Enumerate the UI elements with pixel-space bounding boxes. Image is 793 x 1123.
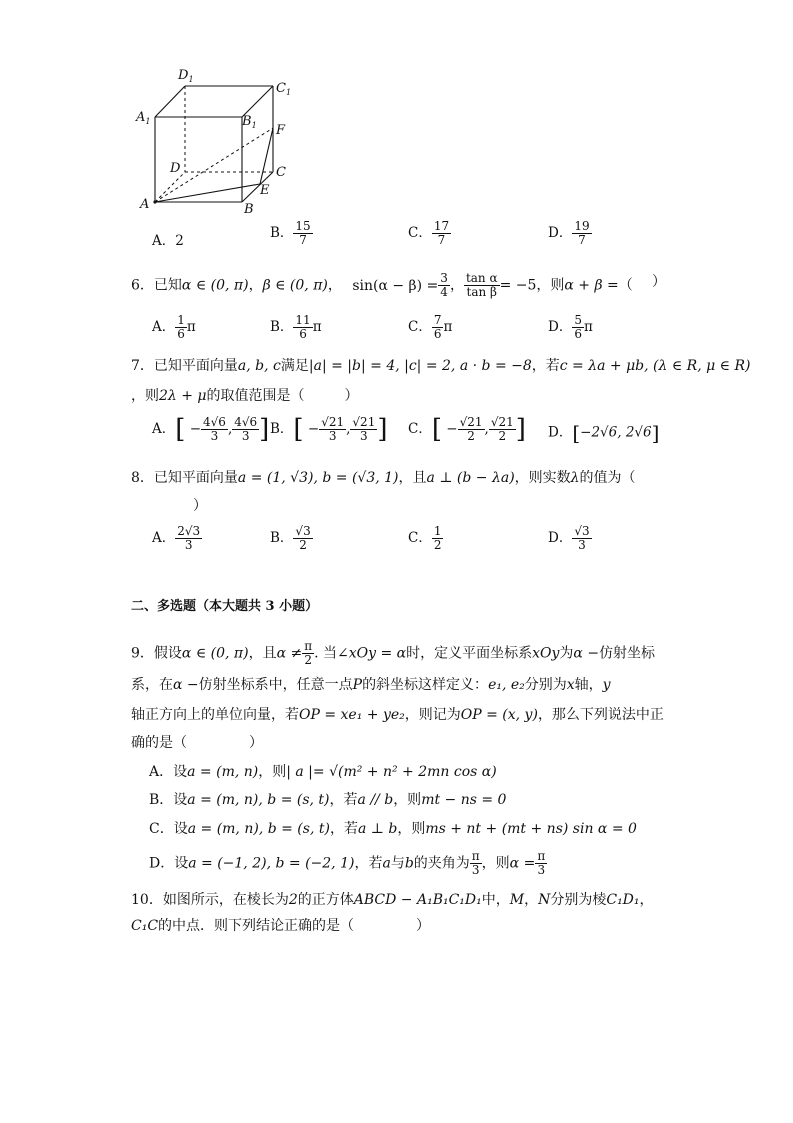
q7-option-c: C．[ − $\frac{√21}{2}$ , $\frac{√21}{2}$ ] bbox=[408, 414, 526, 445]
option-text: A．设 bbox=[149, 764, 188, 780]
fraction bbox=[458, 416, 485, 443]
q10-text: 的正方体 bbox=[297, 892, 354, 908]
label-d: D bbox=[170, 161, 181, 176]
label-a: A bbox=[140, 197, 150, 212]
q5-option-b bbox=[270, 220, 313, 247]
fraction bbox=[293, 220, 312, 247]
q10-text: 分别为棱 bbox=[550, 892, 607, 908]
fraction bbox=[201, 416, 228, 443]
edge-a1-d1 bbox=[155, 86, 185, 117]
q10-text: ， bbox=[524, 892, 539, 908]
option-letter: B． bbox=[270, 530, 294, 546]
numerator: 15 bbox=[295, 219, 311, 233]
q10-math: C₁D₁ bbox=[606, 892, 640, 908]
option-text: ，若 bbox=[329, 792, 358, 808]
q9-line1 bbox=[131, 640, 655, 667]
option-letter: C． bbox=[408, 530, 432, 546]
numerator: π bbox=[471, 849, 480, 863]
q10-math: C₁C bbox=[131, 918, 159, 934]
q7-math: a, b, c bbox=[237, 358, 281, 374]
q9-math: ∠xOy = α bbox=[337, 645, 407, 662]
q10-math: N bbox=[538, 892, 551, 908]
denominator: 3 bbox=[360, 429, 368, 443]
option-text: 与 bbox=[390, 855, 405, 872]
q9-math: α ∈ (0, π) bbox=[181, 645, 249, 662]
bracket-left: [ bbox=[572, 421, 581, 445]
q9-math: α ≠ bbox=[276, 645, 303, 662]
bracket-left: [ bbox=[175, 414, 186, 445]
option-math: | a |= √(m² + n² + 2mn cos α) bbox=[286, 764, 497, 780]
q7-stem-line1 bbox=[131, 356, 750, 376]
option-text: ，则 bbox=[393, 792, 422, 808]
q7-stem-line2 bbox=[131, 386, 359, 406]
denominator: 2 bbox=[498, 429, 507, 443]
q9-text: 的斜坐标这样定义： bbox=[362, 677, 489, 693]
option-math: b bbox=[404, 855, 414, 872]
option-letter: B． bbox=[270, 421, 294, 437]
option-math: a = (m, n) bbox=[187, 764, 259, 780]
denominator: 6 bbox=[433, 327, 442, 341]
option-letter: B． bbox=[270, 319, 294, 335]
option-math: α = bbox=[509, 855, 536, 872]
fraction bbox=[432, 525, 444, 552]
fraction bbox=[572, 220, 591, 247]
numerator: 4√6 bbox=[203, 415, 226, 429]
q9-text: ，且 bbox=[248, 645, 277, 662]
option-tail: π bbox=[186, 319, 196, 335]
option-text: 的夹角为 bbox=[413, 855, 470, 872]
fraction bbox=[319, 416, 346, 443]
option-text: ，则 bbox=[481, 855, 510, 872]
label-b: B bbox=[244, 202, 254, 217]
q6-text: ， bbox=[449, 277, 464, 294]
q5-option-d bbox=[548, 220, 592, 247]
section-heading: 二、多选题（本大题共 3 小题） bbox=[131, 599, 319, 614]
fraction bbox=[232, 416, 259, 443]
q9-text: 仿射坐标系中，任意一点 bbox=[198, 677, 353, 693]
q9-math: α − bbox=[573, 645, 600, 662]
option-math: a // b bbox=[357, 792, 394, 808]
numerator: √21 bbox=[490, 415, 514, 429]
q9-option-d bbox=[149, 850, 547, 877]
numerator: 19 bbox=[574, 219, 590, 233]
q7-text: 7．已知平面向量 bbox=[131, 358, 238, 374]
q10-text: 的中点．则下列结论正确的是（ bbox=[158, 918, 355, 934]
fraction bbox=[489, 416, 516, 443]
q6-text: ， bbox=[327, 277, 342, 294]
fraction bbox=[302, 640, 314, 667]
fraction bbox=[572, 525, 591, 552]
option-letter: D． bbox=[548, 319, 573, 335]
option-letter: D． bbox=[548, 530, 573, 546]
denominator: 3 bbox=[578, 538, 586, 552]
segment-e-f bbox=[260, 128, 273, 184]
numerator: 4√6 bbox=[234, 415, 258, 429]
q10-math: ABCD − A₁B₁C₁D₁ bbox=[353, 892, 482, 908]
numerator: 2√3 bbox=[177, 524, 201, 538]
option-text: ，则 bbox=[397, 821, 426, 837]
q9-math: OP = xe₁ + ye₂ bbox=[299, 707, 405, 723]
q8-text: 的值为（ bbox=[579, 470, 636, 486]
cube-figure bbox=[130, 62, 300, 222]
q10-line2 bbox=[131, 916, 430, 936]
q10-line1 bbox=[131, 890, 654, 910]
fraction bbox=[432, 314, 444, 341]
q7-paren-close: ） bbox=[344, 388, 359, 404]
q9-text: 9．假设 bbox=[131, 645, 182, 662]
q9-line2 bbox=[131, 675, 611, 695]
option-math: ms + nt + (mt + ns) sin α = 0 bbox=[425, 821, 637, 837]
q9-option-a bbox=[149, 762, 497, 782]
denominator: 3 bbox=[328, 429, 337, 443]
q9-text: . 当 bbox=[314, 645, 338, 662]
denominator: 3 bbox=[537, 863, 546, 877]
numerator: tan α bbox=[465, 271, 498, 285]
q9-text: 轴正方向上的单位向量，若 bbox=[131, 707, 299, 723]
q8-paren-close: ） bbox=[193, 498, 207, 514]
denominator: 3 bbox=[184, 538, 193, 552]
fraction bbox=[175, 314, 187, 341]
q7-text: ，若 bbox=[531, 358, 560, 374]
denominator: 6 bbox=[574, 327, 582, 341]
bracket-right: ] bbox=[377, 414, 388, 445]
q9-math: α − bbox=[173, 677, 199, 693]
q8-option-d bbox=[548, 525, 592, 552]
q10-text: 中， bbox=[481, 892, 510, 908]
option-tail: π bbox=[583, 319, 593, 335]
q9-math: x bbox=[566, 677, 575, 693]
q7-option-a: A．[ − $\frac{4√6}{3}$ , $\frac{4√6}{3}$ ] bbox=[152, 414, 270, 445]
denominator: 4 bbox=[440, 285, 448, 299]
label-c1: $C_1$ bbox=[276, 81, 292, 97]
q7-option-d bbox=[548, 420, 659, 446]
edge-b1-c1 bbox=[242, 86, 273, 117]
q6-option-d bbox=[548, 314, 593, 341]
q9-text: 确的是（ bbox=[131, 735, 187, 751]
denominator: tan β bbox=[466, 285, 497, 299]
option-tail: π bbox=[443, 319, 453, 335]
q7-text: ，则 bbox=[131, 388, 159, 404]
option-math: a = (−1, 2), b = (−2, 1) bbox=[188, 855, 355, 872]
numerator: π bbox=[537, 849, 546, 863]
q10-paren-close: ） bbox=[416, 918, 431, 934]
option-math: a = (m, n), b = (s, t) bbox=[187, 792, 330, 808]
q8-option-b bbox=[270, 525, 313, 552]
q8-option-c bbox=[408, 525, 443, 552]
q8-text: ，且 bbox=[398, 470, 427, 486]
numerator: √21 bbox=[459, 415, 483, 429]
option-letter: D． bbox=[548, 225, 573, 241]
q9-math: OP = (x, y) bbox=[460, 707, 538, 723]
option-letter: C． bbox=[408, 421, 432, 437]
label-b1: $B_1$ bbox=[242, 114, 257, 130]
q9-text: 仿射坐标 bbox=[599, 645, 656, 662]
numerator: 11 bbox=[295, 313, 311, 327]
q9-text: 轴， bbox=[574, 677, 603, 693]
fraction bbox=[470, 850, 482, 877]
q10-text: 10．如图所示，在棱长为 bbox=[131, 892, 289, 908]
q8-math: a = (1, √3), b = (√3, 1) bbox=[237, 470, 399, 486]
numerator: 1 bbox=[177, 313, 185, 327]
numerator: 17 bbox=[433, 219, 450, 233]
q10-text: ， bbox=[639, 892, 654, 908]
label-d1: $D_1$ bbox=[178, 68, 194, 84]
q8-stem-line1 bbox=[131, 468, 636, 488]
fraction bbox=[438, 272, 450, 299]
option-text: ，则 bbox=[258, 764, 287, 780]
q6-paren-open: （ bbox=[618, 277, 633, 294]
option-letter: C． bbox=[408, 319, 432, 335]
q9-paren-close: ） bbox=[249, 735, 263, 751]
option-letter: A． bbox=[152, 530, 176, 546]
q8-math: a ⊥ (b − λa) bbox=[426, 470, 515, 486]
label-c: C bbox=[276, 165, 286, 180]
numerator: 7 bbox=[433, 313, 442, 327]
numerator: √21 bbox=[321, 415, 345, 429]
denominator: 2 bbox=[467, 429, 475, 443]
bracket-right: ] bbox=[259, 414, 270, 445]
q9-option-c bbox=[149, 819, 637, 839]
q5-option-a bbox=[152, 229, 184, 249]
q9-text: ，那么下列说法中正 bbox=[537, 707, 664, 723]
q8-option-a bbox=[152, 525, 202, 552]
q9-text: 分别为 bbox=[524, 677, 567, 693]
q10-math: M bbox=[509, 892, 525, 908]
q8-text: ，则实数 bbox=[514, 470, 571, 486]
denominator: 7 bbox=[299, 233, 307, 247]
q6-stem bbox=[131, 272, 633, 299]
fraction bbox=[175, 525, 202, 552]
denominator: 6 bbox=[177, 327, 185, 341]
denominator: 3 bbox=[241, 429, 250, 443]
option-math: a = (m, n), b = (s, t) bbox=[187, 821, 330, 837]
denominator: 2 bbox=[433, 538, 442, 552]
option-math: mt − ns = 0 bbox=[421, 792, 507, 808]
q6-text: 6．已知 bbox=[131, 277, 182, 294]
label-a1: $A_1$ bbox=[136, 110, 151, 126]
q6-paren-close: ） bbox=[652, 274, 666, 290]
option-letter: D． bbox=[548, 424, 573, 441]
numerator: π bbox=[304, 639, 313, 653]
point-a-dot bbox=[153, 200, 156, 203]
q6-math: α + β = bbox=[564, 277, 619, 294]
numerator: 5 bbox=[574, 313, 582, 327]
q7-option-b: B．[ − $\frac{√21}{3}$ , $\frac{√21}{3}$ ] bbox=[270, 414, 388, 445]
q8-text: 8．已知平面向量 bbox=[131, 470, 238, 486]
denominator: 2 bbox=[299, 538, 307, 552]
option-text: C．设 bbox=[149, 821, 188, 837]
denominator: 2 bbox=[304, 653, 312, 667]
fraction bbox=[572, 314, 584, 341]
option-value: −2√6, 2√6 bbox=[580, 424, 652, 441]
fraction bbox=[464, 272, 500, 299]
fraction bbox=[350, 416, 377, 443]
q5-option-c bbox=[408, 220, 451, 247]
option-text: D．设 bbox=[149, 855, 189, 872]
q10-math: 2 bbox=[288, 892, 298, 908]
fraction bbox=[293, 314, 312, 341]
q6-option-a bbox=[152, 314, 196, 341]
denominator: 3 bbox=[210, 429, 219, 443]
q9-math: xOy bbox=[532, 645, 560, 662]
q7-text: 的取值范围是（ bbox=[206, 388, 305, 404]
q7-math: |a| = |b| = 4, |c| = 2, a · b = −8 bbox=[308, 358, 532, 374]
numerator: 3 bbox=[440, 271, 448, 285]
q6-text: ， bbox=[248, 277, 263, 294]
option-text: B．设 bbox=[149, 792, 188, 808]
option-letter: A． bbox=[152, 233, 176, 249]
q6-option-b bbox=[270, 314, 322, 341]
option-letter: C． bbox=[408, 225, 432, 241]
denominator: 7 bbox=[437, 233, 446, 247]
q7-math: c = λa + μb, (λ ∈ R, μ ∈ R) bbox=[559, 358, 751, 374]
option-letter: B． bbox=[270, 225, 294, 241]
bracket-left: [ bbox=[293, 414, 304, 445]
q6-text: ，则 bbox=[536, 277, 565, 294]
fraction bbox=[293, 525, 312, 552]
numerator: √21 bbox=[352, 415, 376, 429]
label-f: F bbox=[276, 123, 286, 138]
q6-option-c bbox=[408, 314, 452, 341]
numerator: √3 bbox=[574, 524, 590, 538]
fraction bbox=[535, 850, 547, 877]
option-text: ，若 bbox=[354, 855, 383, 872]
bracket-right: ] bbox=[515, 414, 526, 445]
option-math: a ⊥ b bbox=[357, 821, 398, 837]
q9-line4 bbox=[131, 733, 263, 753]
bracket-left: [ bbox=[431, 414, 442, 445]
numerator: √3 bbox=[295, 524, 311, 538]
q7-math: 2λ + μ bbox=[159, 388, 207, 404]
q7-text: 满足 bbox=[280, 358, 309, 374]
q9-option-b bbox=[149, 790, 506, 810]
q9-text: ，则记为 bbox=[404, 707, 461, 723]
option-tail: π bbox=[312, 319, 322, 335]
denominator: 7 bbox=[578, 233, 586, 247]
label-e: E bbox=[260, 183, 270, 198]
option-letter: A． bbox=[152, 319, 176, 335]
q6-math: β ∈ (0, π) bbox=[262, 277, 328, 294]
q9-math: y bbox=[602, 677, 611, 693]
q8-math: λ bbox=[570, 470, 580, 486]
q9-text: 系，在 bbox=[131, 677, 173, 693]
denominator: 6 bbox=[299, 327, 307, 341]
q9-math: P bbox=[352, 677, 363, 693]
q9-line3 bbox=[131, 705, 664, 725]
q9-math: e₁, e₂ bbox=[488, 677, 525, 693]
option-math: a bbox=[382, 855, 391, 872]
bracket-right: ] bbox=[651, 421, 660, 445]
q9-text: 为 bbox=[559, 645, 574, 662]
option-value: 2 bbox=[175, 233, 184, 249]
option-letter: A． bbox=[152, 421, 176, 437]
fraction bbox=[432, 220, 451, 247]
option-text: ，若 bbox=[329, 821, 358, 837]
q6-math: α ∈ (0, π) bbox=[181, 277, 249, 294]
denominator: 3 bbox=[471, 863, 480, 877]
numerator: 1 bbox=[433, 524, 442, 538]
q6-math: = −5 bbox=[499, 277, 537, 294]
q9-text: 时，定义平面坐标系 bbox=[406, 645, 533, 662]
q6-math: sin(α − β) = bbox=[352, 277, 439, 294]
